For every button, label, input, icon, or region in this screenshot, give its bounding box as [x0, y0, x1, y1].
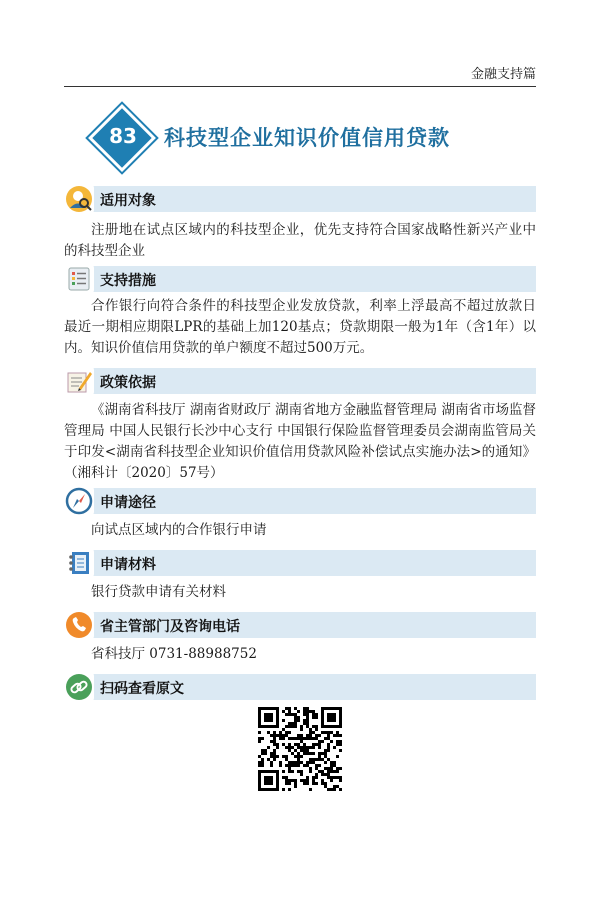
section-bar [90, 368, 536, 394]
section-bar [90, 550, 536, 576]
section-bar [90, 488, 536, 514]
page-title: 科技型企业知识价值信用贷款 [164, 125, 450, 150]
section-body-application-channel: 向试点区域内的合作银行申请 [91, 522, 267, 538]
section-body-contact: 省科技厅 0731-88988752 [91, 646, 257, 662]
section-header-contact [64, 612, 536, 638]
section-body-policy-basis: 《湖南省科技厅 湖南省财政厅 湖南省地方金融监督管理局 湖南省市场监督管理局 中国人民银行长沙中心支行 中国银行保险监督管理委员会湖南监管局关于印发<湖南省科技型企业知识价值信用贷款风险补偿试点实施办法>的通知》（湘科计〔2020〕57号） [64, 402, 536, 481]
section-header-policy-basis [64, 368, 536, 394]
section-title: 申请途径 [100, 495, 156, 511]
section-title: 省主管部门及咨询电话 [100, 619, 240, 635]
phone-icon [64, 610, 94, 640]
section-title: 政策依据 [100, 375, 156, 391]
section-header-materials [64, 550, 536, 576]
section-body-materials: 银行贷款申请有关材料 [91, 584, 226, 600]
document-pencil-icon [64, 366, 94, 396]
running-header-label: 金融支持篇 [470, 67, 536, 82]
item-title-block [90, 108, 530, 174]
section-bar [90, 186, 536, 212]
item-number: 83 [109, 124, 137, 148]
section-header-application-channel [64, 488, 536, 514]
section-body-measures: 合作银行向符合条件的科技型企业发放贷款，利率上浮最高不超过放款日最近一期相应期限LPR的基础上加120基点；贷款期限一般为1年（含1年）以内。知识价值信用贷款的单户额度不超过500万元。 [64, 298, 536, 356]
qr-code-icon [258, 707, 342, 791]
section-header-scan-code [64, 674, 536, 700]
section-body-eligibility: 注册地在试点区域内的科技型企业，优先支持符合国家战略性新兴产业中的科技型企业 [64, 222, 536, 259]
section-title: 适用对象 [100, 193, 156, 209]
section-bar [90, 266, 536, 292]
running-header [64, 66, 536, 87]
section-header-measures [64, 266, 536, 292]
link-icon [64, 672, 94, 702]
section-header-eligibility [64, 186, 536, 212]
section-title: 支持措施 [100, 273, 156, 289]
notebook-icon [64, 548, 94, 578]
compass-icon [64, 486, 94, 516]
list-checklist-icon [64, 264, 94, 294]
section-title: 申请材料 [100, 557, 156, 573]
person-search-icon [64, 184, 94, 214]
section-title: 扫码查看原文 [100, 681, 184, 697]
